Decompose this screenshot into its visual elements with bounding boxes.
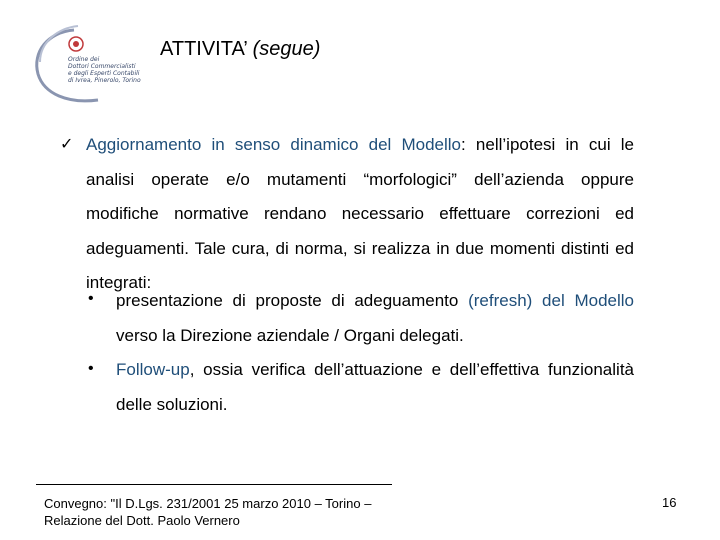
- bullet-item-followup: [116, 353, 634, 422]
- logo-text: Ordine dei Dottori Commercialisti e degli Esperti Contabili di Ivrea, Pinerolo, Torino: [68, 56, 141, 84]
- bullet-blue-text: Follow-up: [116, 360, 190, 379]
- bullet-text: presentazione di proposte di adeguamento: [116, 291, 469, 310]
- footer-line-1: Convegno: "Il D.Lgs. 231/2001 25 marzo 2010 – Torino –: [44, 496, 372, 511]
- page-number: 16: [662, 495, 677, 510]
- footer-text: [44, 495, 371, 529]
- footer-line-2: Relazione del Dott. Paolo Vernero: [44, 513, 240, 528]
- bullet-text: , ossia verifica dell’attuazione e dell’effettiva funzionalità delle soluzioni.: [116, 360, 634, 414]
- bullet-icon: •: [88, 360, 94, 377]
- title-subtitle: (segue): [252, 38, 321, 60]
- paragraph-text: nell’ipotesi in cui le analisi operate e/o mutamenti “morfologici” dell’azienda oppure modifiche normative rendano necessario effettuare correzioni ed adeguamenti. Tale cura, di norma, si realizza in due momenti distinti ed integrati:: [86, 135, 635, 292]
- heading-blue: Aggiornamento in senso dinamico del Modello: [86, 135, 462, 154]
- footer-divider: [36, 484, 392, 485]
- bullet-item-refresh: [116, 284, 634, 353]
- title-main: ATTIVITA’: [160, 38, 248, 60]
- slide-title: [160, 38, 320, 61]
- heading-colon: :: [461, 135, 466, 154]
- ordine-logo: [28, 22, 148, 108]
- bullet-icon: •: [88, 290, 94, 307]
- main-paragraph: [86, 128, 634, 301]
- bullet-text: verso la Direzione aziendale / Organi delegati.: [116, 325, 464, 345]
- check-icon: ✓: [60, 134, 74, 153]
- bullet-blue-text: (refresh) del Modello: [468, 291, 634, 310]
